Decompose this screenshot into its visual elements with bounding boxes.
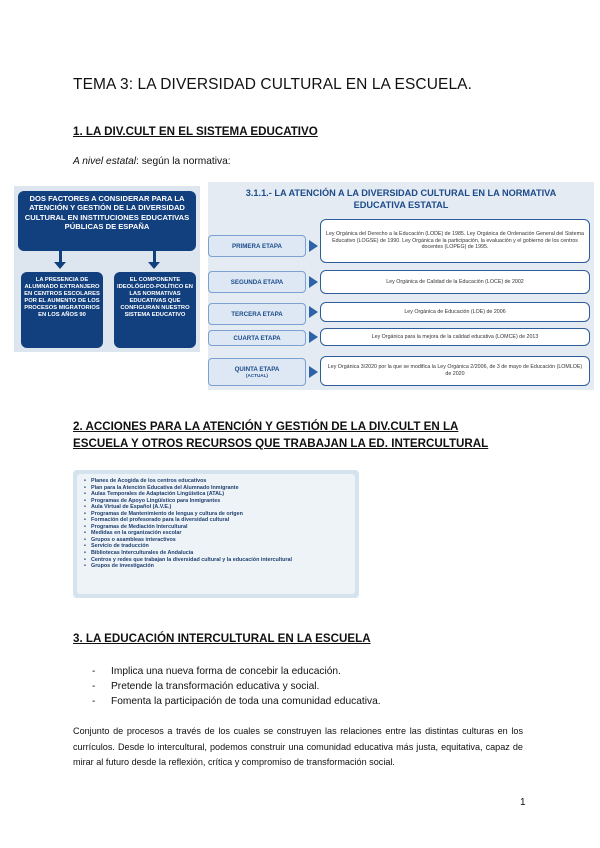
bullet-text: Pretende la transformación educativa y social. — [111, 681, 320, 692]
section-1-intro — [73, 156, 231, 167]
law-box: Ley Orgánica 3/2020 por la que se modifica la Ley Orgánica 2/2006, de 3 de mayo de Educación (LOMLOE) de 2020 — [320, 356, 590, 386]
list-item: • Aulas Temporales de Adaptación Lingüística (ATAL) — [91, 491, 355, 498]
factor-box-ideological: EL COMPONENTE IDEOLÓGICO-POLÍTICO EN LAS NORMATIVAS EDUCATIVAS QUE CONFIGURAN NUESTRO SISTEMA EDUCATIVO — [114, 272, 196, 348]
legislation-diagram-continued — [208, 354, 594, 390]
stage-label — [208, 235, 306, 257]
legislation-title-line1: 3.1.1.- LA ATENCIÓN A LA DIVERSIDAD CULTURAL EN LA NORMATIVA — [245, 188, 557, 198]
page-title: TEMA 3: LA DIVERSIDAD CULTURAL EN LA ESCUELA. — [73, 76, 473, 93]
stage-sub: (ACTUAL) — [246, 373, 268, 378]
stage-name: CUARTA ETAPA — [233, 334, 281, 342]
stage-name: SEGUNDA ETAPA — [230, 278, 284, 286]
stage-arrow — [309, 276, 318, 288]
list-item: • Programas de Mediación Intercultural — [91, 524, 355, 531]
section-3-paragraph: Conjunto de procesos a través de los cuales se construyen las relaciones entre las distintas culturas en los currículos. Desde lo intercultural, podemos construir una comunidad educativa más justa, equitativa, capaz de mirar al futuro desde la reflexión, crítica y compromiso de transformación social. — [73, 726, 523, 767]
factors-diagram — [14, 186, 200, 352]
section-3-heading: 3. LA EDUCACIÓN INTERCULTURAL EN LA ESCUELA — [73, 632, 371, 645]
list-item: • Centros y redes que trabajan la diversidad cultural y la educación intercultural — [91, 557, 355, 564]
stage-arrow — [309, 331, 318, 343]
stage-arrow — [309, 306, 318, 318]
arrow-left-head — [54, 262, 66, 269]
actions-list-figure — [73, 470, 359, 598]
section-2-heading-line1: 2. ACCIONES PARA LA ATENCIÓN Y GESTIÓN DE LA DIV.CULT EN LA — [73, 420, 459, 433]
actions-list — [77, 474, 355, 570]
list-item: • Planes de Acogida de los centros educativos — [91, 478, 355, 485]
law-box: Ley Orgánica para la mejora de la calidad educativa (LOMCE) de 2013 — [320, 328, 590, 346]
list-item: • Aula Virtual de Español (A.V.E.) — [91, 504, 355, 511]
law-box: Ley Orgánica de Calidad de la Educación (LOCE) de 2002 — [320, 270, 590, 294]
intro-italic: A nivel estatal — [73, 156, 137, 167]
section-2-heading-line2: ESCUELA Y OTROS RECURSOS QUE TRABAJAN LA ED. INTERCULTURAL — [73, 437, 489, 450]
list-item: • Servicio de traducción — [91, 543, 355, 550]
intro-rest: : según la normativa: — [136, 156, 231, 167]
bullet-text: Implica una nueva forma de concebir la educación. — [111, 666, 341, 677]
legislation-diagram-title — [208, 188, 594, 211]
list-item: • Formación del profesorado para la diversidad cultural — [91, 517, 355, 524]
list-item: - Fomenta la participación de toda una comunidad educativa. — [92, 696, 381, 707]
factors-diagram-title-box: DOS FACTORES A CONSIDERAR PARA LA ATENCIÓN Y GESTIÓN DE LA DIVERSIDAD CULTURAL EN INSTITUCIONES EDUCATIVAS PÚBLICAS DE ESPAÑA — [18, 191, 196, 251]
stage-label — [208, 330, 306, 346]
factor-box-immigration: LA PRESENCIA DE ALUMNADO EXTRANJERO EN CENTROS ESCOLARES POR EL AUMENTO DE LOS PROCESOS MIGRATORIOS EN LOS AÑOS 90 — [21, 272, 103, 348]
stage-arrow — [309, 240, 318, 252]
legislation-title-line2: EDUCATIVA ESTATAL — [353, 199, 449, 210]
stage-arrow — [309, 366, 318, 378]
legislation-diagram — [208, 182, 594, 354]
bullet-text: Fomenta la participación de toda una comunidad educativa. — [111, 696, 381, 707]
stage-name: QUINTA ETAPA — [234, 366, 280, 373]
stage-label — [208, 303, 306, 325]
list-item: • Grupos o asambleas interactivos — [91, 537, 355, 544]
section-3-bullets — [92, 666, 381, 711]
list-item: • Grupos de investigación — [91, 563, 355, 570]
section-2-heading — [73, 418, 488, 452]
list-item: - Implica una nueva forma de concebir la educación. — [92, 666, 341, 677]
page-number: 1 — [520, 797, 526, 808]
arrow-right-head — [148, 262, 160, 269]
list-item: • Programas de Mantenimiento de lengua y cultura de origen — [91, 511, 355, 518]
law-box: Ley Orgánica de Educación (LOE) de 2006 — [320, 302, 590, 322]
stage-name: PRIMERA ETAPA — [231, 242, 283, 250]
list-item: • Plan para la Atención Educativa del Alumnado Inmigrante — [91, 485, 355, 492]
stage-name: TERCERA ETAPA — [231, 310, 283, 318]
list-item: • Medidas en la organización escolar — [91, 530, 355, 537]
section-1-heading: 1. LA DIV.CULT EN EL SISTEMA EDUCATIVO — [73, 125, 318, 138]
stage-label — [208, 358, 306, 386]
list-item: • Programas de Apoyo Lingüístico para Inmigrantes — [91, 498, 355, 505]
actions-list-panel — [77, 474, 355, 594]
list-item: • Bibliotecas Interculturales de Andalucía — [91, 550, 355, 557]
law-box: Ley Orgánica del Derecho a la Educación (LODE) de 1985. Ley Orgánica de Ordenación General del Sistema Educativo (LOGSE) de 1990. Ley Orgánica de la participación, la evaluación y el gobierno de los centros docentes (LOPEG) de 1995. — [320, 219, 590, 263]
stage-label — [208, 271, 306, 293]
list-item: - Pretende la transformación educativa y social. — [92, 681, 320, 692]
